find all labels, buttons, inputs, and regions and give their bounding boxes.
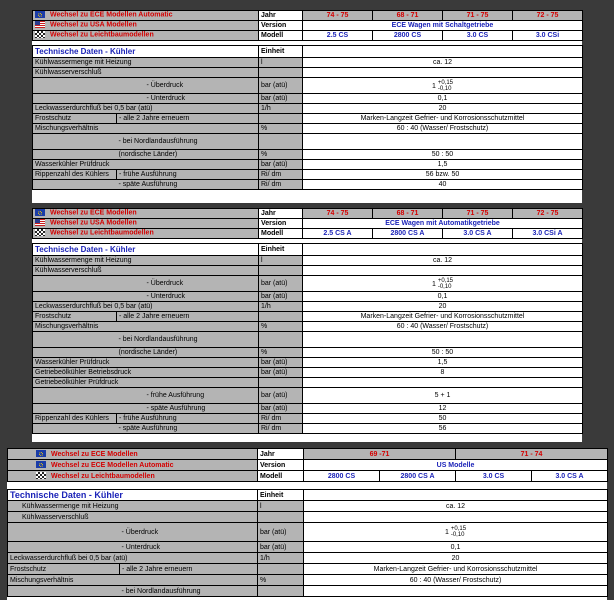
row-label: Wasserkühler Prüfdruck xyxy=(33,358,259,368)
table-row xyxy=(33,68,583,78)
row-unit: bar (atü) xyxy=(259,160,303,170)
row-unit: l xyxy=(259,58,303,68)
row-label: - Unterdruck xyxy=(117,292,259,302)
row-unit: % xyxy=(259,348,303,358)
row-unit: % xyxy=(259,124,303,134)
link-ece-automatic[interactable]: Wechsel zu ECE Modellen Automatic xyxy=(50,11,173,19)
link-ece-automatic[interactable]: Wechsel zu ECE Modellen Automatic xyxy=(51,461,174,469)
label-modell: Modell xyxy=(258,471,304,482)
row-value: 60 : 40 (Wasser/ Frostschutz) xyxy=(303,322,583,332)
link-lightweight-models[interactable]: Wechsel zu Leichtbaumodellen xyxy=(50,229,154,237)
model-cell: 3.0 CS xyxy=(443,31,513,41)
spec-table xyxy=(7,448,608,597)
version-cell: ECE Wagen mit Schaltgetriebe xyxy=(303,21,583,31)
row-value xyxy=(303,134,583,150)
row-label: Mischungsverhältnis xyxy=(33,322,259,332)
table-row xyxy=(8,523,608,542)
row-value: 56 xyxy=(303,424,583,434)
model-cell: 2.5 CS A xyxy=(303,229,373,239)
row-value xyxy=(304,586,608,597)
row-value: 56 bzw. 50 xyxy=(303,170,583,180)
row-unit: bar (atü) xyxy=(258,542,304,553)
row-value: 50 xyxy=(303,414,583,424)
row-value: ca. 12 xyxy=(304,501,608,512)
section-title: Technische Daten - Kühler xyxy=(8,490,258,501)
label-version: Version xyxy=(259,219,303,229)
row-label: Leckwasserdurchfluß bei 0,5 bar (atü) xyxy=(33,104,259,114)
table-row xyxy=(33,124,583,134)
table-row xyxy=(8,564,608,575)
row-label: - bei Nordlandausführung xyxy=(117,134,259,150)
row-label: Kühlwassermenge mit Heizung xyxy=(8,501,258,512)
table-row xyxy=(33,404,583,414)
row-value xyxy=(303,332,583,348)
row-unit: bar (atü) xyxy=(259,276,303,292)
row-label: - frühe Ausführung xyxy=(117,388,259,404)
year-cell: 74 - 75 xyxy=(303,11,373,21)
table-row xyxy=(33,414,583,424)
row-value: 50 : 50 xyxy=(303,348,583,358)
row-value: 8 xyxy=(303,368,583,378)
year-cell: 72 - 75 xyxy=(513,11,583,21)
header-row-year xyxy=(33,11,583,21)
table-row xyxy=(33,104,583,114)
row-value: 50 : 50 xyxy=(303,150,583,160)
year-cell: 69 -71 xyxy=(304,449,456,460)
year-cell: 68 - 71 xyxy=(373,11,443,21)
link-ece-models[interactable]: Wechsel zu ECE Modellen xyxy=(50,209,137,217)
row-label: Getriebeölkühler Betriebsdruck xyxy=(33,368,259,378)
row-value: 1,5 xyxy=(303,160,583,170)
row-label: - späte Ausführung xyxy=(117,404,259,414)
row-value: 1 +0,15 -0,10 xyxy=(303,276,583,292)
table-row xyxy=(33,368,583,378)
us-flag-icon xyxy=(35,219,45,226)
row-label: - Überdruck xyxy=(117,276,259,292)
table-row xyxy=(33,78,583,94)
version-cell: ECE Wagen mit Automatikgetriebe xyxy=(303,219,583,229)
table-row xyxy=(33,332,583,348)
row-label: Getriebeölkühler Prüfdruck xyxy=(33,378,259,388)
row-unit xyxy=(259,378,303,388)
table-row xyxy=(33,424,583,434)
table-row xyxy=(33,58,583,68)
row-label: Leckwasserdurchfluß bei 0,5 bar (atü) xyxy=(8,553,258,564)
row-label: Kühlwassermenge mit Heizung xyxy=(33,58,259,68)
link-lightweight-models[interactable]: Wechsel zu Leichtbaumodellen xyxy=(51,472,155,480)
row-sublabel: - alle 2 Jahre erneuern xyxy=(117,114,259,124)
row-unit: bar (atü) xyxy=(259,94,303,104)
row-unit xyxy=(258,564,304,575)
table-row xyxy=(33,170,583,180)
row-value: 20 xyxy=(303,302,583,312)
row-value: 0,1 xyxy=(303,292,583,302)
row-unit: bar (atü) xyxy=(259,404,303,414)
us-flag-icon xyxy=(35,21,45,28)
row-sublabel: - alle 2 Jahre erneuern xyxy=(117,312,259,322)
row-value: 60 : 40 (Wasser/ Frostschutz) xyxy=(304,575,608,586)
label-modell: Modell xyxy=(259,31,303,41)
eu-flag-icon xyxy=(36,461,46,468)
row-unit: 1/h xyxy=(259,302,303,312)
checkered-flag-icon xyxy=(35,31,45,38)
label-version: Version xyxy=(258,460,304,471)
model-cell: 3.0 CSi xyxy=(513,31,583,41)
section-header xyxy=(33,244,583,256)
table-row xyxy=(33,150,583,160)
table-row xyxy=(33,312,583,322)
eu-flag-icon xyxy=(35,11,45,18)
row-label: Rippenzahl des Kühlers xyxy=(33,414,117,424)
row-value: 0,1 xyxy=(303,94,583,104)
link-lightweight-models[interactable]: Wechsel zu Leichtbaumodellen xyxy=(50,31,154,39)
header-row-model xyxy=(8,471,608,482)
model-cell: 2800 CS xyxy=(373,31,443,41)
row-unit: bar (atü) xyxy=(259,388,303,404)
header-row-version xyxy=(33,21,583,31)
row-value: 20 xyxy=(304,553,608,564)
row-unit: bar (atü) xyxy=(259,78,303,94)
header-row-model xyxy=(33,229,583,239)
checkered-flag-icon xyxy=(35,229,45,236)
row-label: - bei Nordlandausführung xyxy=(120,586,258,597)
row-value: 20 xyxy=(303,104,583,114)
row-label: Kühlwasserverschluß xyxy=(33,68,259,78)
unit-header: Einheit xyxy=(259,46,303,58)
table-row xyxy=(8,586,608,597)
row-unit: bar (atü) xyxy=(259,292,303,302)
row-sublabel: - frühe Ausführung xyxy=(117,414,259,424)
row-unit: l xyxy=(259,256,303,266)
row-label: - späte Ausführung xyxy=(117,180,259,190)
row-label: - Überdruck xyxy=(117,78,259,94)
spec-table xyxy=(32,208,583,434)
link-usa-models[interactable]: Wechsel zu USA Modellen xyxy=(50,21,137,29)
row-unit: l xyxy=(258,501,304,512)
row-value: 1 +0,15 -0,10 xyxy=(303,78,583,94)
row-unit: 1/h xyxy=(258,553,304,564)
section-title: Technische Daten - Kühler xyxy=(33,244,259,256)
row-unit: bar (atü) xyxy=(259,368,303,378)
row-label: - bei Nordlandausführung xyxy=(117,332,259,348)
table-row xyxy=(33,348,583,358)
row-value: Marken-Langzeit Gefrier- und Korrosionsschutzmittel xyxy=(303,312,583,322)
header-row-year xyxy=(8,449,608,460)
row-label: Kühlwassermenge mit Heizung xyxy=(33,256,259,266)
model-cell: 2800 CS A xyxy=(373,229,443,239)
model-cell: 3.0 CSi A xyxy=(513,229,583,239)
row-value: 60 : 40 (Wasser/ Frostschutz) xyxy=(303,124,583,134)
label-version: Version xyxy=(259,21,303,31)
row-unit: bar (atü) xyxy=(258,523,304,542)
table-row xyxy=(33,388,583,404)
table-row xyxy=(33,134,583,150)
row-unit xyxy=(259,68,303,78)
model-cell: 3.0 CS xyxy=(456,471,532,482)
row-label: (nordische Länder) xyxy=(117,150,259,160)
unit-header: Einheit xyxy=(258,490,304,501)
year-cell: 71 - 74 xyxy=(456,449,608,460)
row-unit: Ri/ dm xyxy=(259,424,303,434)
year-cell: 74 - 75 xyxy=(303,209,373,219)
sheet-automatic-ece xyxy=(32,208,582,442)
spec-table xyxy=(32,10,583,190)
row-value: 0,1 xyxy=(304,542,608,553)
row-label: Frostschutz xyxy=(33,114,117,124)
model-cell: 2800 CS xyxy=(304,471,380,482)
row-value: 1,5 xyxy=(303,358,583,368)
table-row xyxy=(8,512,608,523)
table-row xyxy=(33,256,583,266)
row-value xyxy=(304,512,608,523)
table-row xyxy=(33,94,583,104)
row-unit: % xyxy=(259,150,303,160)
row-label: Rippenzahl des Kühlers xyxy=(33,170,117,180)
row-unit xyxy=(259,312,303,322)
eu-flag-icon xyxy=(35,209,45,216)
row-label: - Überdruck xyxy=(120,523,258,542)
header-row-model xyxy=(33,31,583,41)
row-value: 12 xyxy=(303,404,583,414)
row-value: 5 + 1 xyxy=(303,388,583,404)
model-cell: 3.0 CS A xyxy=(443,229,513,239)
section-header xyxy=(8,490,608,501)
label-jahr: Jahr xyxy=(258,449,304,460)
year-cell: 68 - 71 xyxy=(373,209,443,219)
row-unit: % xyxy=(258,575,304,586)
year-cell: 71 - 75 xyxy=(443,11,513,21)
table-row xyxy=(33,358,583,368)
row-label: (nordische Länder) xyxy=(117,348,259,358)
label-modell: Modell xyxy=(259,229,303,239)
table-row xyxy=(8,542,608,553)
table-row xyxy=(33,160,583,170)
table-row xyxy=(8,501,608,512)
table-row xyxy=(33,180,583,190)
model-cell: 2.5 CS xyxy=(303,31,373,41)
row-label: - Unterdruck xyxy=(117,94,259,104)
row-value: ca. 12 xyxy=(303,58,583,68)
row-unit: Ri/ dm xyxy=(259,180,303,190)
row-unit xyxy=(259,332,303,348)
row-unit xyxy=(259,266,303,276)
table-row xyxy=(8,575,608,586)
row-value: ca. 12 xyxy=(303,256,583,266)
row-unit: Ri/ dm xyxy=(259,414,303,424)
label-jahr: Jahr xyxy=(259,11,303,21)
row-value: 40 xyxy=(303,180,583,190)
sheet-us-models xyxy=(7,448,607,600)
section-title: Technische Daten - Kühler xyxy=(33,46,259,58)
checkered-flag-icon xyxy=(36,472,46,479)
row-label: Kühlwasserverschluß xyxy=(33,266,259,276)
eu-flag-icon xyxy=(36,450,46,457)
header-row-version xyxy=(33,219,583,229)
row-label: Frostschutz xyxy=(33,312,117,322)
sheet-manual-ece xyxy=(32,10,582,203)
row-unit: bar (atü) xyxy=(259,358,303,368)
table-row xyxy=(33,322,583,332)
row-label: - Unterdruck xyxy=(120,542,258,553)
table-row xyxy=(33,266,583,276)
row-label: Mischungsverhältnis xyxy=(33,124,259,134)
row-value: Marken-Langzeit Gefrier- und Korrosionsschutzmittel xyxy=(303,114,583,124)
link-usa-models[interactable]: Wechsel zu USA Modellen xyxy=(50,219,137,227)
table-row xyxy=(33,302,583,312)
row-value: Marken-Langzeit Gefrier- und Korrosionsschutzmittel xyxy=(304,564,608,575)
row-label: - späte Ausführung xyxy=(117,424,259,434)
year-cell: 72 - 75 xyxy=(513,209,583,219)
row-value: 1 +0,15 -0,10 xyxy=(304,523,608,542)
row-label: Kühlwasserverschluß xyxy=(8,512,258,523)
row-sublabel: - alle 2 Jahre erneuern xyxy=(120,564,258,575)
row-label: Wasserkühler Prüfdruck xyxy=(33,160,259,170)
row-unit: 1/h xyxy=(259,104,303,114)
table-row xyxy=(8,553,608,564)
unit-header: Einheit xyxy=(259,244,303,256)
row-value xyxy=(303,266,583,276)
label-jahr: Jahr xyxy=(259,209,303,219)
version-cell: US Modelle xyxy=(304,460,608,471)
header-row-year xyxy=(33,209,583,219)
table-row xyxy=(33,276,583,292)
table-row xyxy=(33,114,583,124)
header-row-version xyxy=(8,460,608,471)
table-row xyxy=(33,292,583,302)
link-ece-models[interactable]: Wechsel zu ECE Modellen xyxy=(51,450,138,458)
row-unit xyxy=(259,114,303,124)
row-sublabel: - frühe Ausführung xyxy=(117,170,259,180)
row-value xyxy=(303,378,583,388)
row-label: Frostschutz xyxy=(8,564,120,575)
model-cell: 2800 CS A xyxy=(380,471,456,482)
model-cell: 3.0 CS A xyxy=(532,471,608,482)
row-unit: % xyxy=(259,322,303,332)
row-unit xyxy=(258,586,304,597)
year-cell: 71 - 75 xyxy=(443,209,513,219)
row-unit xyxy=(258,512,304,523)
row-value xyxy=(303,68,583,78)
row-label: Leckwasserdurchfluß bei 0,5 bar (atü) xyxy=(33,302,259,312)
row-label: Mischungsverhältnis xyxy=(8,575,258,586)
table-row xyxy=(33,378,583,388)
section-header xyxy=(33,46,583,58)
row-unit: Ri/ dm xyxy=(259,170,303,180)
row-unit xyxy=(259,134,303,150)
